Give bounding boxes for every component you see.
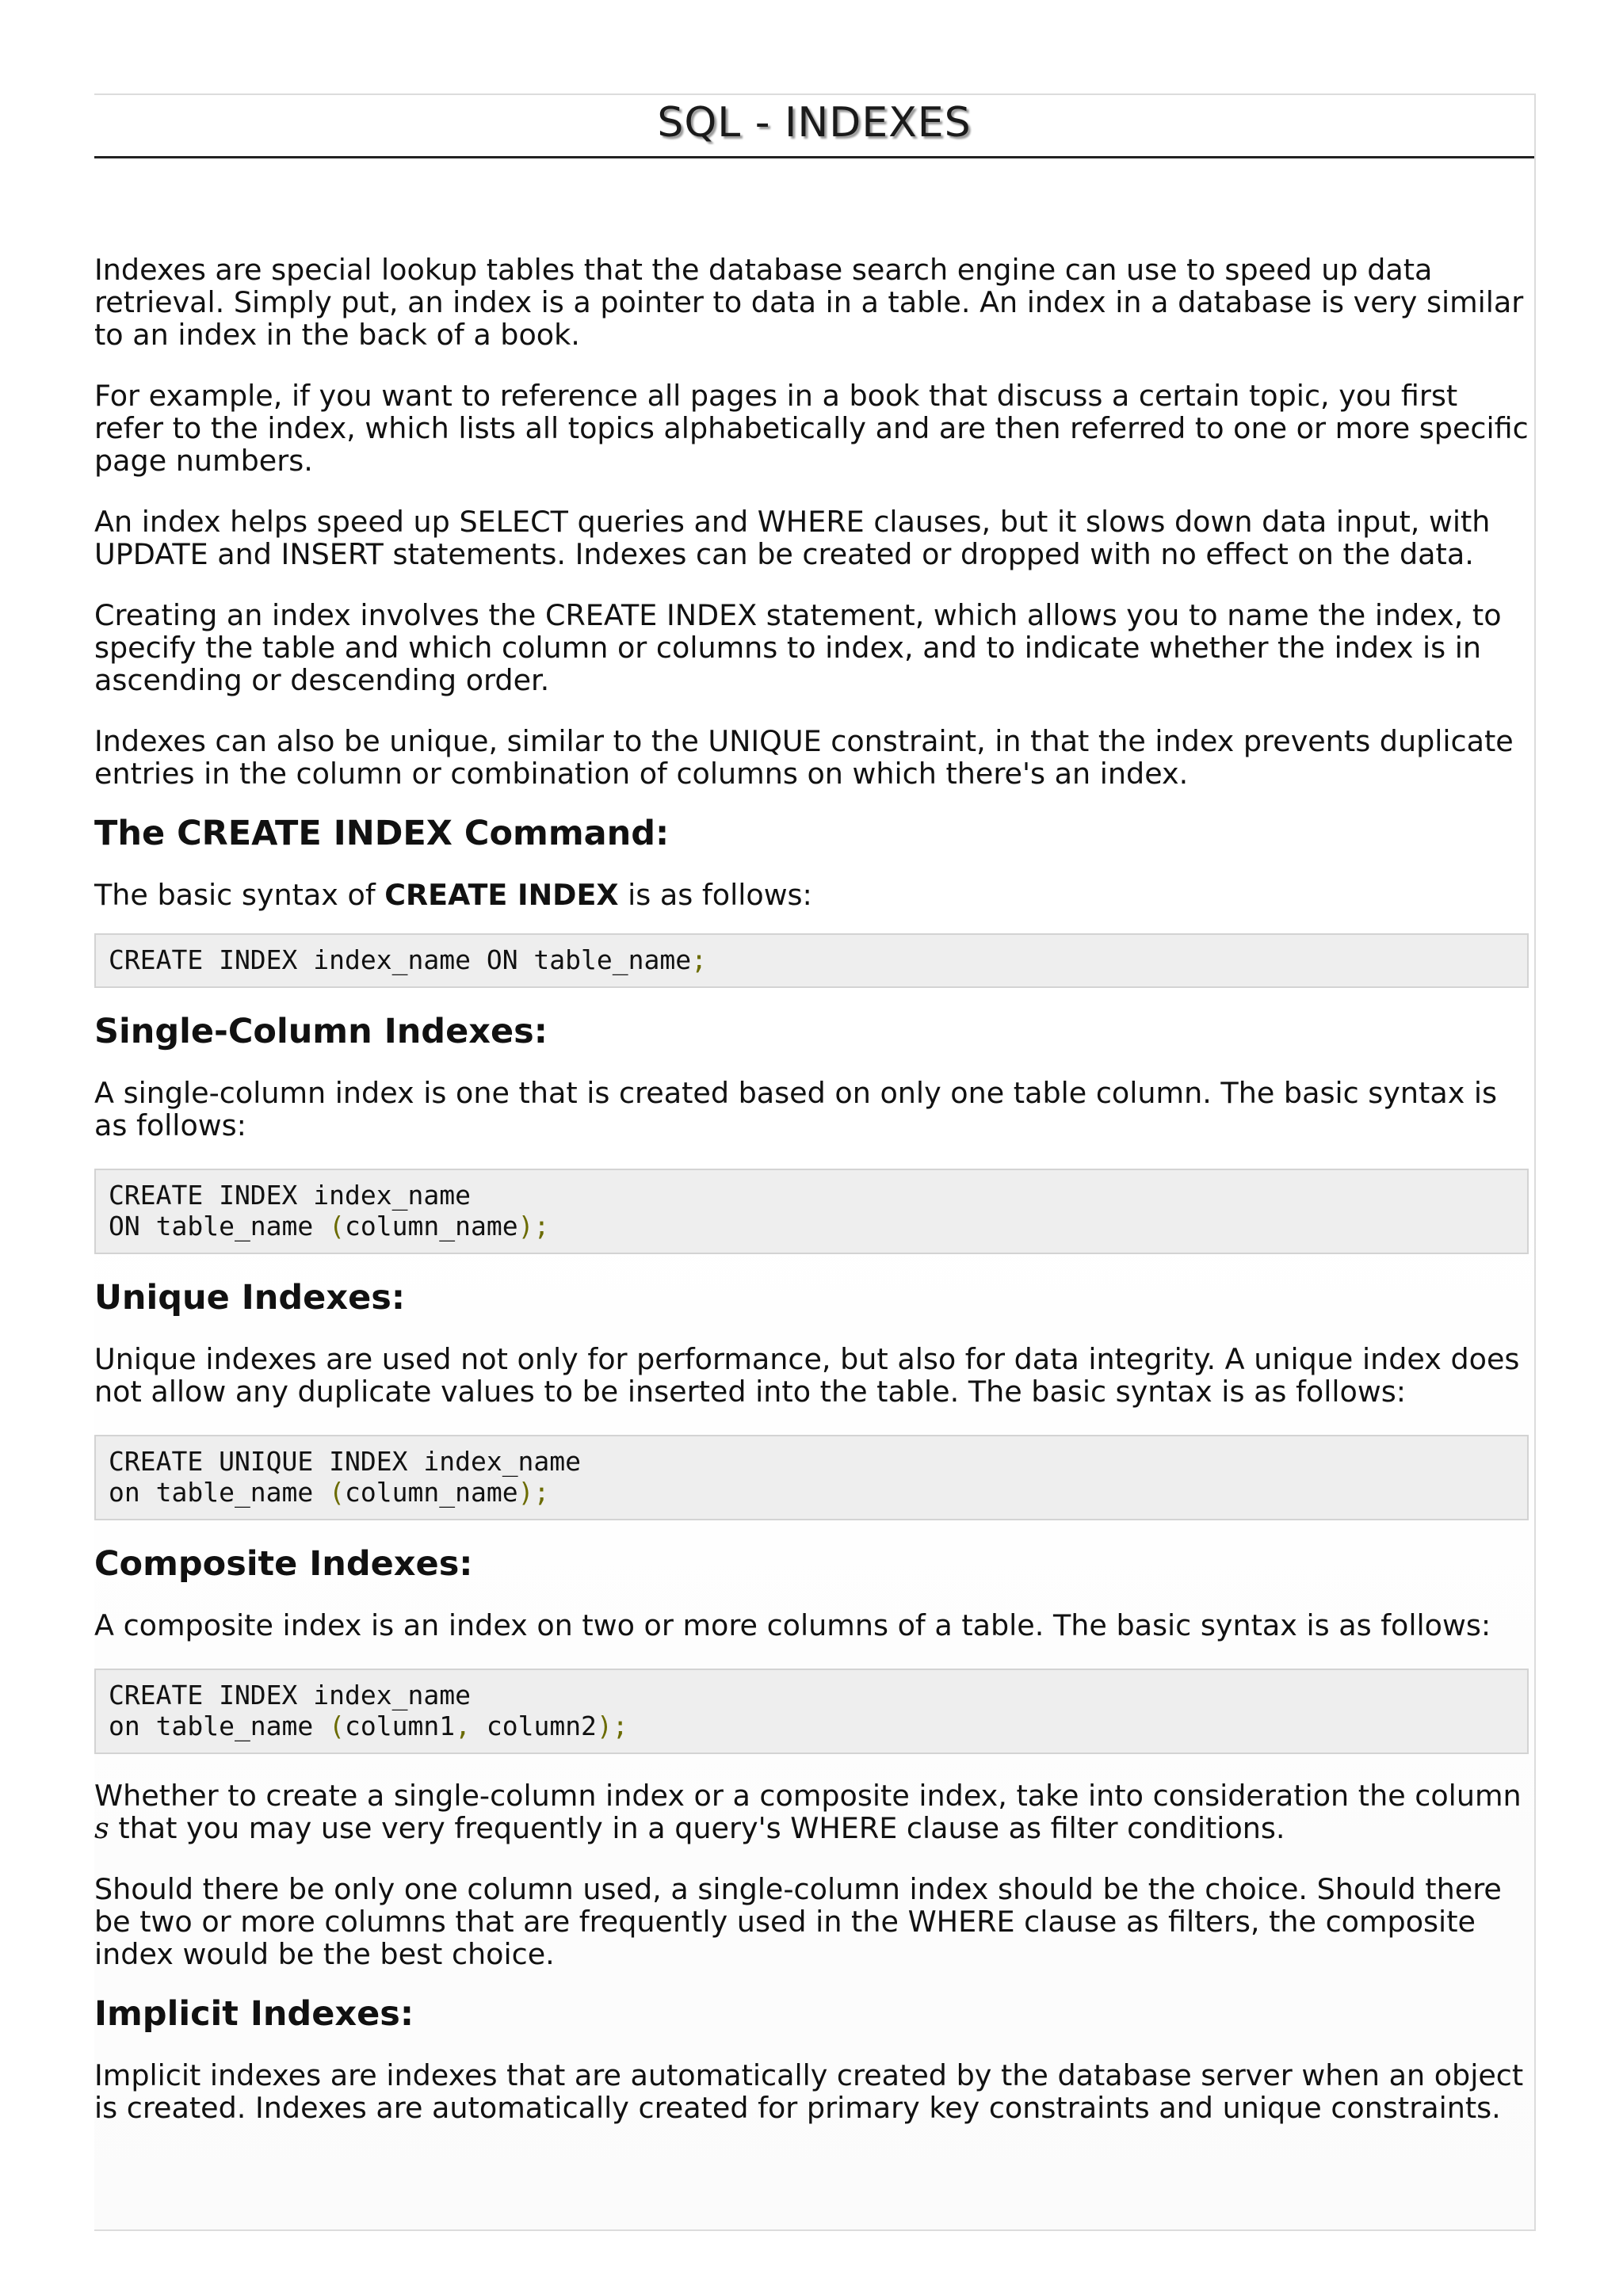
create-index-code: CREATE INDEX index_name ON table_name; bbox=[94, 933, 1529, 988]
single-column-code: CREATE INDEX index_name ON table_name (column_name); bbox=[94, 1169, 1529, 1254]
intro-paragraph-5: Indexes can also be unique, similar to the UNIQUE constraint, in that the index prevents duplicate entries in the column or combination of columns on which there's an index. bbox=[94, 724, 1514, 791]
page-title: SQL - INDEXES bbox=[94, 95, 1534, 158]
unique-heading: Unique Indexes: bbox=[94, 1278, 406, 1318]
implicit-text: Implicit indexes are indexes that are automatically created by the database server when an object is created. Indexes are automatically created for primary key constraints and unique constraints. bbox=[94, 2058, 1524, 2125]
create-index-heading: The CREATE INDEX Command: bbox=[94, 814, 670, 853]
implicit-heading: Implicit Indexes: bbox=[94, 1994, 414, 2034]
intro-paragraph-4: Creating an index involves the CREATE INDEX statement, which allows you to name the index, to specify the table and which column or columns to index, and to indicate whether the index is in ascending or descending order. bbox=[94, 598, 1502, 697]
composite-code: CREATE INDEX index_name on table_name (column1, column2); bbox=[94, 1669, 1529, 1754]
composite-after-paragraph-1: Whether to create a single-column index or a composite index, take into consideration the column s that you may use very frequently in a query's WHERE clause as filter conditions. bbox=[94, 1779, 1522, 1845]
intro-paragraph-1: Indexes are special lookup tables that the database search engine can use to speed up data retrieval. Simply put, an index is a pointer to data in a table. An index in a database is very similar to an index in the back of a book. bbox=[94, 253, 1524, 352]
unique-text: Unique indexes are used not only for performance, but also for data integrity. A unique index does not allow any duplicate values to be inserted into the table. The basic syntax is as follows: bbox=[94, 1342, 1520, 1409]
article-body bbox=[94, 254, 1535, 2124]
create-index-bold: CREATE INDEX bbox=[384, 878, 619, 912]
unique-code: CREATE UNIQUE INDEX index_name on table_name (column_name); bbox=[94, 1435, 1529, 1520]
page-frame bbox=[94, 93, 1536, 2231]
single-column-heading: Single-Column Indexes: bbox=[94, 1012, 548, 1051]
single-column-text: A single-column index is one that is created based on only one table column. The basic syntax is as follows: bbox=[94, 1076, 1498, 1142]
create-index-text: The basic syntax of CREATE INDEX is as follows: bbox=[94, 878, 812, 912]
composite-text: A composite index is an index on two or more columns of a table. The basic syntax is as follows: bbox=[94, 1608, 1491, 1642]
composite-after-paragraph-2: Should there be only one column used, a single-column index should be the choice. Should there be two or more columns that are frequently used in the WHERE clause as filters, the composite index would be the best choice. bbox=[94, 1872, 1502, 1971]
intro-paragraph-3: An index helps speed up SELECT queries and WHERE clauses, but it slows down data input, with UPDATE and INSERT statements. Indexes can be created or dropped with no effect on the data. bbox=[94, 505, 1491, 571]
intro-paragraph-2: For example, if you want to reference all pages in a book that discuss a certain topic, you first refer to the index, which lists all topics alphabetically and are then referred to one or more specific page numbers. bbox=[94, 379, 1529, 478]
composite-heading: Composite Indexes: bbox=[94, 1544, 473, 1584]
